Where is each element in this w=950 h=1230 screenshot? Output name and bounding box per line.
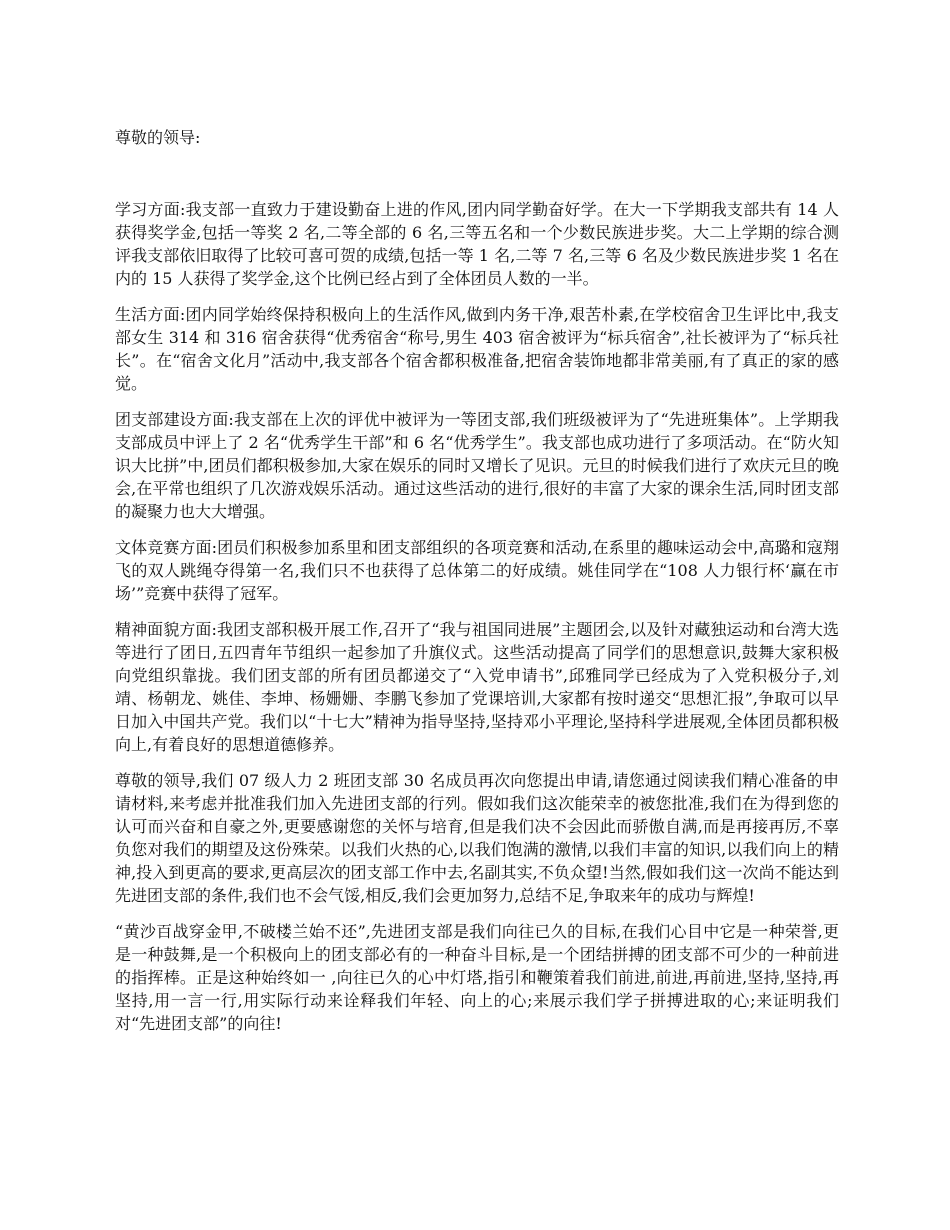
document-body xyxy=(115,198,839,1048)
greeting: 尊敬的领导: xyxy=(115,128,201,147)
paragraph-spirit: 精神面貌方面:我团支部积极开展工作,召开了“我与祖国同进展”主题团会,以及针对藏独运动和台湾大选等进行了团日,五四青年节组织一起参加了升旗仪式。这些活动提高了同学们的思想意识,鼓舞大家积极向党组织靠拢。我们团支部的所有团员都递交了“入党申请书”,邱雅同学已经成为了入党积极分子,刘靖、杨朝龙、姚佳、李坤、杨姗姗、李鹏飞参加了党课培训,大家都有按时递交“思想汇报”,争取可以早日加入中国共产党。我们以“十七大”精神为指导坚持,坚持邓小平理论,坚持科学进展观,全体团员都积极向上,有着良好的思想道德修养。 xyxy=(115,620,839,754)
paragraph-life: 生活方面:团内同学始终保持积极向上的生活作风,做到内务干净,艰苦朴素,在学校宿舍卫生评比中,我支部女生 314 和 316 宿舍获得“优秀宿舍“称号,男生 403 宿舍被评为“标兵宿舍”,社长被评为了“标兵社长”。在“宿舍文化月”活动中,我支部各个宿舍都积极准备,把宿舍装饰地都非常美丽,有了真正的家的感觉。 xyxy=(115,305,839,393)
paragraph-closing: “黄沙百战穿金甲,不破楼兰始不还”,先进团支部是我们向往已久的目标,在我们心目中它是一种荣誉,更是一种鼓舞,是一个积极向上的团支部必有的一种奋斗目标,是一个团结拼搏的团支部不可少的一种前进的指挥棒。正是这种始终如一 ,向往已久的心中灯塔,指引和鞭策着我们前进,前进,再前进,坚持,坚持,再坚持,用一言一行,用实际行动来诠释我们年轻、向上的心;来展示我们学子拼搏进取的心;来证明我们对“先进团支部”的向往! xyxy=(115,922,839,1033)
paragraph-sports: 文体竞赛方面:团员们积极参加系里和团支部组织的各项竞赛和活动,在系里的趣味运动会中,高璐和寇翔飞的双人跳绳夺得第一名,我们只不也获得了总体第二的好成绩。姚佳同学在“108 人力银行杯‘赢在市场’”竞赛中获得了冠军。 xyxy=(115,538,839,603)
paragraph-branch-building: 团支部建设方面:我支部在上次的评优中被评为一等团支部,我们班级被评为了“先进班集体”。上学期我支部成员中评上了 2 名“优秀学生干部”和 6 名“优秀学生”。我支部也成功进行了多项活动。在“防火知识大比拼”中,团员们都积极参加,大家在娱乐的同时又增长了见识。元旦的时候我们进行了欢庆元旦的晚会,在平常也组织了几次游戏娱乐活动。通过这些活动的进行,很好的丰富了大家的课余生活,同时团支部的凝聚力也大大增强。 xyxy=(115,410,839,521)
paragraph-study: 学习方面:我支部一直致力于建设勤奋上进的作风,团内同学勤奋好学。在大一下学期我支部共有 14 人获得奖学金,包括一等奖 2 名,二等全部的 6 名,三等五名和一个少数民族进步奖。大二上学期的综合测评我支部依旧取得了比较可喜可贺的成绩,包括一等 1 名,二等 7 名,三等 6 名及少数民族进步奖 1 名在内的 15 人获得了奖学金,这个比例已经占到了全体团员人数的一半。 xyxy=(115,200,839,288)
paragraph-application: 尊敬的领导,我们 07 级人力 2 班团支部 30 名成员再次向您提出申请,请您通过阅读我们精心准备的申请材料,来考虑并批准我们加入先进团支部的行列。假如我们这次能荣幸的被您批准,我们在为得到您的认可而兴奋和自豪之外,更要感谢您的关怀与培育,但是我们决不会因此而骄傲自满,而是再接再厉,不辜负您对我们的期望及这份殊荣。以我们火热的心,以我们饱满的激情,以我们丰富的知识,以我们向上的精神,投入到更高的要求,更高层次的团支部工作中去,名副其实,不负众望!当然,假如我们这一次尚不能达到先进团支部的条件,我们也不会气馁,相反,我们会更加努力,总结不足,争取来年的成功与辉煌! xyxy=(115,771,839,905)
